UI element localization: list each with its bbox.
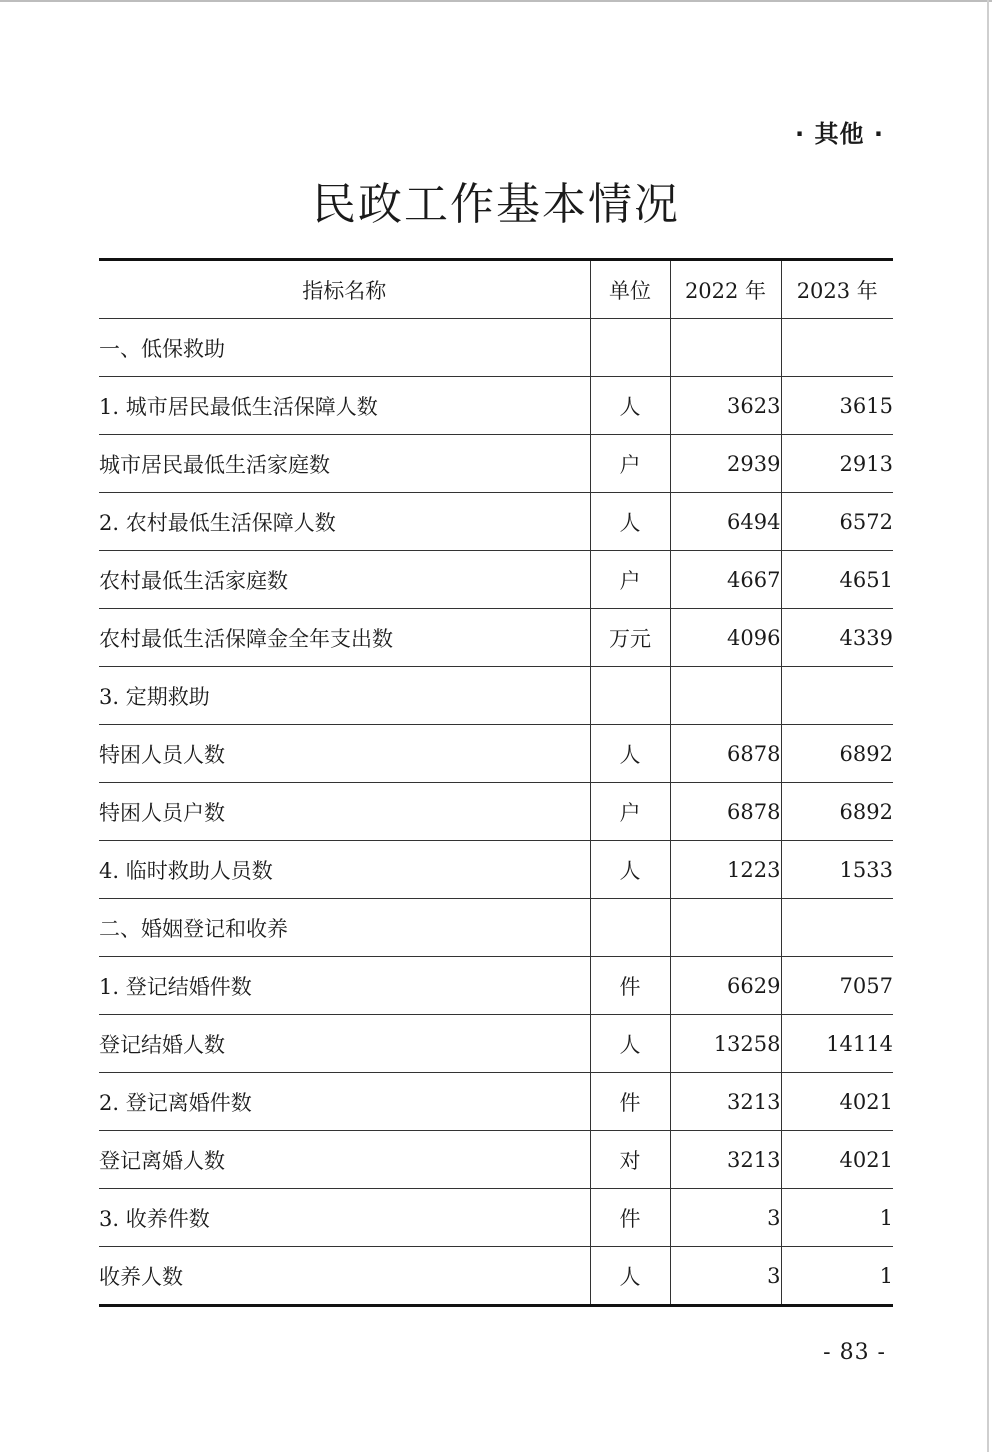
table-body <box>99 319 893 1306</box>
unit-cell: 人 <box>590 725 670 783</box>
unit-cell: 对 <box>590 1131 670 1189</box>
value-2023-cell <box>781 319 893 377</box>
value-2022-cell <box>670 319 781 377</box>
table-row <box>99 1131 893 1189</box>
unit-cell: 人 <box>590 1015 670 1073</box>
value-2023-cell: 1 <box>781 1247 893 1306</box>
value-2022-cell: 4096 <box>670 609 781 667</box>
indicator-name-cell: 2. 农村最低生活保障人数 <box>99 493 590 551</box>
indicator-name-cell: 4. 临时救助人员数 <box>99 841 590 899</box>
unit-cell: 户 <box>590 551 670 609</box>
value-2023-cell: 4021 <box>781 1073 893 1131</box>
table-row <box>99 1073 893 1131</box>
value-2023-cell: 2913 <box>781 435 893 493</box>
value-2023-cell: 6572 <box>781 493 893 551</box>
indicator-name-cell: 收养人数 <box>99 1247 590 1306</box>
indicator-name-cell: 农村最低生活家庭数 <box>99 551 590 609</box>
table-row <box>99 377 893 435</box>
unit-cell: 万元 <box>590 609 670 667</box>
value-2023-cell: 4021 <box>781 1131 893 1189</box>
value-2023-cell: 4339 <box>781 609 893 667</box>
indicator-name-cell: 特困人员人数 <box>99 725 590 783</box>
unit-cell: 人 <box>590 493 670 551</box>
page-number: - 83 - <box>823 1340 886 1365</box>
unit-cell <box>590 899 670 957</box>
indicator-name-cell: 登记结婚人数 <box>99 1015 590 1073</box>
indicator-name-cell: 3. 收养件数 <box>99 1189 590 1247</box>
value-2023-cell: 1533 <box>781 841 893 899</box>
indicator-name-cell: 3. 定期救助 <box>99 667 590 725</box>
value-2022-cell: 3 <box>670 1247 781 1306</box>
table-row <box>99 435 893 493</box>
section-label: · 其他 · <box>795 120 884 148</box>
value-2023-cell: 3615 <box>781 377 893 435</box>
top-border-line <box>0 0 992 2</box>
table-row <box>99 551 893 609</box>
statistics-table <box>99 258 893 1307</box>
table-row <box>99 1189 893 1247</box>
table-header-row <box>99 260 893 319</box>
column-header-2023: 2023 年 <box>781 260 893 319</box>
value-2022-cell: 13258 <box>670 1015 781 1073</box>
value-2022-cell: 6878 <box>670 783 781 841</box>
value-2022-cell: 6629 <box>670 957 781 1015</box>
value-2022-cell: 1223 <box>670 841 781 899</box>
value-2023-cell: 1 <box>781 1189 893 1247</box>
table-row <box>99 609 893 667</box>
unit-cell: 人 <box>590 377 670 435</box>
indicator-name-cell: 特困人员户数 <box>99 783 590 841</box>
table-row <box>99 319 893 377</box>
value-2022-cell: 6494 <box>670 493 781 551</box>
column-header-2022: 2022 年 <box>670 260 781 319</box>
unit-cell <box>590 667 670 725</box>
page-title: 民政工作基本情况 <box>312 179 680 230</box>
value-2022-cell: 2939 <box>670 435 781 493</box>
indicator-name-cell: 农村最低生活保障金全年支出数 <box>99 609 590 667</box>
unit-cell: 户 <box>590 435 670 493</box>
value-2022-cell: 4667 <box>670 551 781 609</box>
value-2022-cell: 3213 <box>670 1073 781 1131</box>
table-row <box>99 493 893 551</box>
indicator-name-cell: 2. 登记离婚件数 <box>99 1073 590 1131</box>
indicator-name-cell: 1. 登记结婚件数 <box>99 957 590 1015</box>
indicator-name-cell: 登记离婚人数 <box>99 1131 590 1189</box>
table-row <box>99 1015 893 1073</box>
value-2023-cell: 6892 <box>781 725 893 783</box>
unit-cell: 人 <box>590 841 670 899</box>
value-2022-cell: 3 <box>670 1189 781 1247</box>
value-2022-cell: 3213 <box>670 1131 781 1189</box>
table-row <box>99 725 893 783</box>
table-row <box>99 1247 893 1306</box>
unit-cell: 户 <box>590 783 670 841</box>
column-header-indicator: 指标名称 <box>99 260 590 319</box>
indicator-name-cell: 1. 城市居民最低生活保障人数 <box>99 377 590 435</box>
value-2023-cell: 6892 <box>781 783 893 841</box>
indicator-name-cell: 二、婚姻登记和收养 <box>99 899 590 957</box>
unit-cell: 人 <box>590 1247 670 1306</box>
value-2023-cell: 7057 <box>781 957 893 1015</box>
table-row <box>99 667 893 725</box>
value-2022-cell: 3623 <box>670 377 781 435</box>
unit-cell: 件 <box>590 1073 670 1131</box>
unit-cell: 件 <box>590 1189 670 1247</box>
value-2023-cell <box>781 899 893 957</box>
value-2022-cell <box>670 667 781 725</box>
value-2022-cell <box>670 899 781 957</box>
unit-cell: 件 <box>590 957 670 1015</box>
value-2023-cell: 14114 <box>781 1015 893 1073</box>
table-row <box>99 957 893 1015</box>
value-2023-cell <box>781 667 893 725</box>
value-2022-cell: 6878 <box>670 725 781 783</box>
table-row <box>99 841 893 899</box>
unit-cell <box>590 319 670 377</box>
value-2023-cell: 4651 <box>781 551 893 609</box>
indicator-name-cell: 一、低保救助 <box>99 319 590 377</box>
indicator-name-cell: 城市居民最低生活家庭数 <box>99 435 590 493</box>
table-row <box>99 899 893 957</box>
table-row <box>99 783 893 841</box>
column-header-unit: 单位 <box>590 260 670 319</box>
